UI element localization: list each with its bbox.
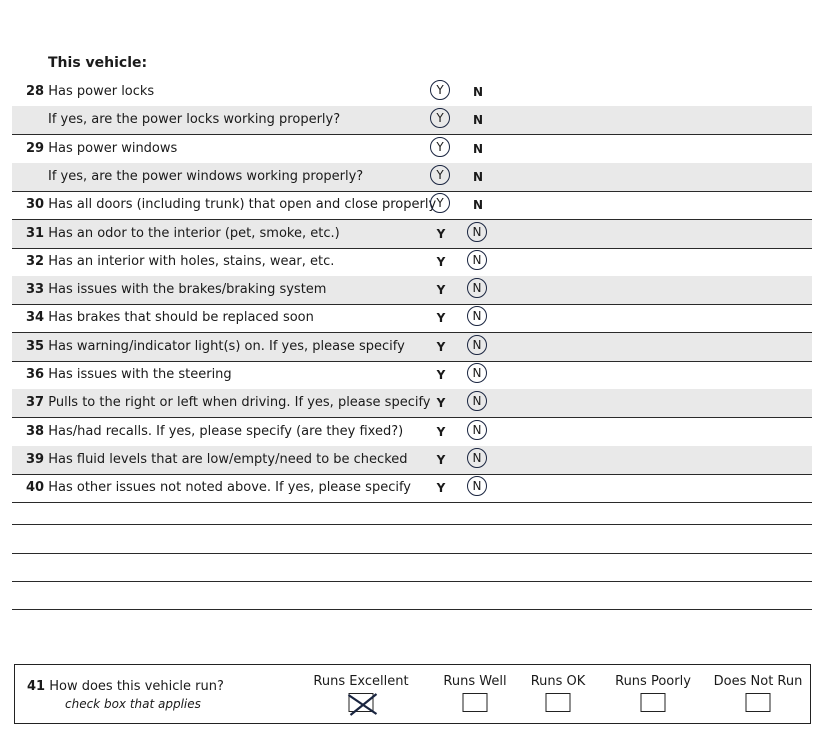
question-number: 31 (26, 225, 45, 241)
run-option-label: Does Not Run (713, 674, 803, 689)
run-question-hint: check box that applies (65, 697, 201, 711)
question-number: 36 (26, 367, 45, 382)
run-option-checkbox[interactable] (641, 693, 666, 712)
no-option[interactable]: N (467, 250, 487, 270)
run-option-checkbox[interactable] (349, 693, 374, 712)
question-label (48, 112, 340, 127)
yes-option[interactable]: Y (436, 452, 446, 467)
yes-option[interactable]: Y (436, 481, 446, 496)
question-number: 32 (26, 253, 45, 269)
question-row-sub-3 (12, 163, 812, 192)
no-option[interactable]: N (472, 169, 484, 184)
question-text: Has/had recalls. If yes, please specify (are they fixed?) (48, 423, 404, 439)
yes-option[interactable]: Y (436, 368, 446, 382)
question-row-37 (12, 389, 812, 418)
question-row-30 (12, 191, 812, 220)
question-row-38 (12, 418, 812, 447)
question-row-39 (12, 446, 812, 475)
question-row-36 (12, 361, 812, 390)
question-number: 38 (26, 423, 45, 439)
question-label (26, 226, 340, 241)
run-question-text: How does this vehicle run? (49, 679, 224, 694)
run-option-label: Runs Excellent (313, 674, 409, 689)
question-label (26, 84, 154, 99)
question-row-28 (12, 78, 812, 107)
run-question-label (27, 679, 224, 694)
check-x-icon (346, 691, 380, 717)
question-text: If yes, are the power windows working properly? (48, 168, 364, 184)
question-text: Has warning/indicator light(s) on. If yes, please specify (48, 338, 405, 354)
no-option[interactable]: N (467, 222, 487, 242)
question-text: Has issues with the brakes/braking system (48, 282, 327, 298)
blank-line-1[interactable] (12, 524, 812, 525)
question-row-40 (12, 474, 812, 503)
question-number: 29 (26, 140, 45, 156)
question-text: Has all doors (including trunk) that open and close properly (48, 197, 437, 213)
no-option[interactable]: N (467, 278, 487, 298)
question-number: 40 (26, 480, 45, 496)
run-question-box (14, 664, 811, 724)
question-text: Has an interior with holes, stains, wear, etc. (48, 253, 335, 269)
no-option[interactable]: N (467, 391, 487, 411)
question-text: Has power windows (48, 140, 178, 156)
question-number: 28 (26, 84, 45, 99)
question-text: Has issues with the steering (48, 367, 232, 382)
question-text: Has other issues not noted above. If yes, please specify (48, 480, 411, 496)
question-text: Has an odor to the interior (pet, smoke, etc.) (48, 225, 340, 241)
question-label (26, 424, 403, 439)
run-option-label: Runs Poorly (615, 674, 691, 689)
no-option[interactable]: N (472, 113, 484, 128)
yes-option[interactable]: Y (436, 396, 446, 411)
question-text: Has power locks (48, 84, 155, 99)
yes-option[interactable]: Y (436, 339, 446, 354)
blank-line-4[interactable] (12, 609, 812, 610)
question-row-35 (12, 333, 812, 362)
question-label (26, 197, 436, 212)
question-label (26, 452, 408, 467)
question-text: Has brakes that should be replaced soon (48, 310, 314, 326)
question-row-33 (12, 276, 812, 305)
question-text: Has fluid levels that are low/empty/need to be checked (48, 451, 408, 467)
question-row-31 (12, 220, 812, 249)
no-option[interactable]: N (472, 141, 484, 156)
question-label (26, 339, 405, 354)
question-label (48, 169, 363, 184)
no-option[interactable]: N (467, 448, 487, 468)
question-row-34 (12, 304, 812, 333)
no-option[interactable]: N (472, 198, 484, 213)
run-question-number: 41 (27, 679, 46, 694)
no-option[interactable]: N (467, 476, 487, 496)
question-number: 30 (26, 197, 45, 213)
question-text: Pulls to the right or left when driving. If yes, please specify (48, 395, 431, 411)
question-text: If yes, are the power locks working properly? (48, 112, 341, 128)
yes-option[interactable]: Y (436, 283, 446, 298)
question-number: 39 (26, 451, 45, 467)
question-label (26, 254, 334, 269)
no-option[interactable]: N (472, 85, 484, 99)
question-label (26, 282, 326, 297)
yes-option[interactable]: Y (436, 254, 446, 269)
question-number: 33 (26, 282, 45, 298)
blank-line-2[interactable] (12, 553, 812, 554)
question-label (26, 367, 232, 382)
section-title: This vehicle: (48, 55, 148, 71)
no-option[interactable]: N (467, 420, 487, 440)
question-row-29 (12, 135, 812, 164)
run-option-label: Runs Well (443, 674, 507, 689)
question-number: 34 (26, 310, 45, 326)
run-option-checkbox[interactable] (746, 693, 771, 712)
yes-option[interactable]: Y (436, 311, 446, 326)
question-label (26, 310, 314, 325)
yes-option[interactable]: Y (430, 80, 450, 100)
question-label (26, 141, 177, 156)
yes-option[interactable]: Y (436, 424, 446, 439)
blank-line-3[interactable] (12, 581, 812, 582)
run-option-label: Runs OK (530, 674, 586, 689)
yes-option[interactable]: Y (436, 226, 446, 241)
yes-option[interactable]: Y (430, 108, 450, 128)
question-row-sub-1 (12, 106, 812, 135)
no-option[interactable]: N (467, 306, 487, 326)
yes-option[interactable]: Y (430, 137, 450, 157)
question-row-32 (12, 248, 812, 277)
run-option-checkbox[interactable] (546, 693, 571, 712)
yes-option[interactable]: Y (430, 193, 450, 213)
question-label (26, 480, 411, 495)
question-number: 37 (26, 395, 45, 411)
no-option[interactable]: N (467, 335, 487, 355)
no-option[interactable]: N (467, 363, 487, 383)
question-number: 35 (26, 338, 45, 354)
yes-option[interactable]: Y (430, 165, 450, 185)
run-option-checkbox[interactable] (463, 693, 488, 712)
question-label (26, 395, 431, 410)
